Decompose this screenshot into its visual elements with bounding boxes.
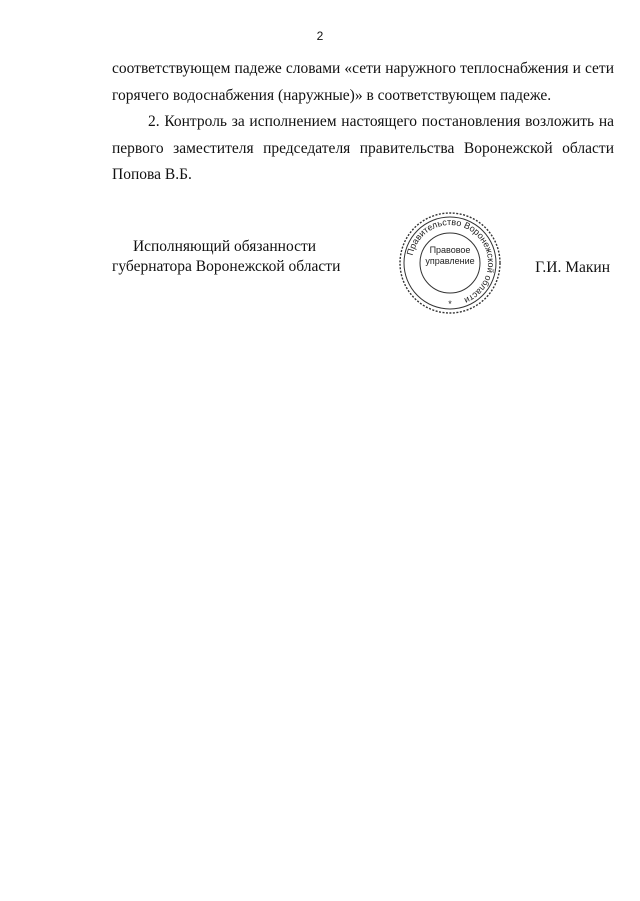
stamp-star: * <box>448 299 452 309</box>
signatory-position <box>112 237 341 277</box>
paragraph-1-line-1: соответствующем падеже словами «сети наружного теплоснабжения и сети <box>112 60 614 77</box>
signatory-position-line-2: губернатора Воронежской области <box>112 258 341 275</box>
stamp-ring-text: Правительство Воронежской области <box>404 216 497 306</box>
paragraph-2-line-3: Попова В.Б. <box>112 166 192 183</box>
paragraph-2-line-2: первого заместителя председателя правительства Воронежской области <box>112 139 614 157</box>
official-stamp <box>398 211 502 315</box>
signatory-position-line-1: Исполняющий обязанности <box>132 238 317 255</box>
paragraph-1 <box>112 56 614 109</box>
paragraph-1-line-2: горячего водоснабжения (наружные)» в соответствующем падеже. <box>112 86 552 104</box>
stamp-center-line-2: управление <box>425 256 475 266</box>
paragraph-2-line-1: 2. Контроль за исполнением настоящего постановления возложить на <box>148 113 614 130</box>
paragraph-2 <box>112 109 614 189</box>
stamp-center-line-1: Правовое <box>429 245 471 255</box>
page-number: 2 <box>316 29 324 43</box>
signatory-name: Г.И. Макин <box>535 259 610 276</box>
stamp-center-text <box>418 245 482 267</box>
